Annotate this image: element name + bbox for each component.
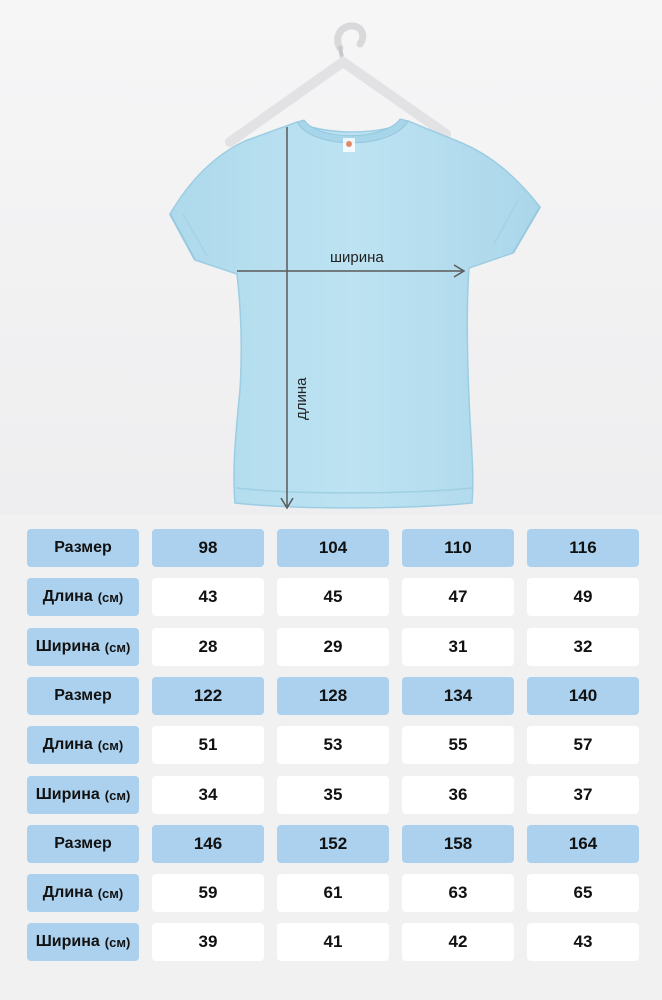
width-value: 28	[152, 628, 264, 666]
t-shirt-illustration	[170, 119, 540, 508]
length-value: 57	[527, 726, 639, 764]
length-label-cell: Длина (см)	[27, 874, 139, 912]
width-value: 37	[527, 776, 639, 814]
length-value: 63	[402, 874, 514, 912]
size-value: 116	[527, 529, 639, 567]
width-value: 42	[402, 923, 514, 961]
width-row	[27, 628, 639, 666]
size-value: 98	[152, 529, 264, 567]
size-value: 164	[527, 825, 639, 863]
width-label-cell: Ширина (см)	[27, 628, 139, 666]
length-row	[27, 578, 639, 616]
size-value: 158	[402, 825, 514, 863]
width-value: 31	[402, 628, 514, 666]
length-row	[27, 726, 639, 764]
size-value: 140	[527, 677, 639, 715]
width-value: 29	[277, 628, 389, 666]
length-value: 49	[527, 578, 639, 616]
length-row	[27, 874, 639, 912]
size-value: 152	[277, 825, 389, 863]
width-value: 36	[402, 776, 514, 814]
width-row	[27, 776, 639, 814]
width-label-cell: Ширина (см)	[27, 923, 139, 961]
size-value: 122	[152, 677, 264, 715]
size-value: 110	[402, 529, 514, 567]
size-row	[27, 825, 639, 863]
length-label-cell: Длина (см)	[27, 578, 139, 616]
length-value: 53	[277, 726, 389, 764]
size-row	[27, 677, 639, 715]
size-value: 104	[277, 529, 389, 567]
length-value: 65	[527, 874, 639, 912]
length-value: 47	[402, 578, 514, 616]
size-value: 146	[152, 825, 264, 863]
width-value: 41	[277, 923, 389, 961]
size-header-label: Размер	[27, 825, 139, 863]
size-table	[0, 515, 662, 1000]
width-value: 32	[527, 628, 639, 666]
width-value: 34	[152, 776, 264, 814]
size-header-label: Размер	[27, 677, 139, 715]
width-value: 43	[527, 923, 639, 961]
length-value: 43	[152, 578, 264, 616]
length-value: 55	[402, 726, 514, 764]
width-label: ширина	[330, 249, 384, 266]
length-value: 45	[277, 578, 389, 616]
width-label-cell: Ширина (см)	[27, 776, 139, 814]
length-value: 51	[152, 726, 264, 764]
length-value: 59	[152, 874, 264, 912]
size-header-label: Размер	[27, 529, 139, 567]
size-value: 134	[402, 677, 514, 715]
length-label: длина	[293, 377, 310, 420]
length-label-cell: Длина (см)	[27, 726, 139, 764]
width-value: 39	[152, 923, 264, 961]
width-row	[27, 923, 639, 961]
size-row	[27, 529, 639, 567]
width-value: 35	[277, 776, 389, 814]
size-value: 128	[277, 677, 389, 715]
length-value: 61	[277, 874, 389, 912]
